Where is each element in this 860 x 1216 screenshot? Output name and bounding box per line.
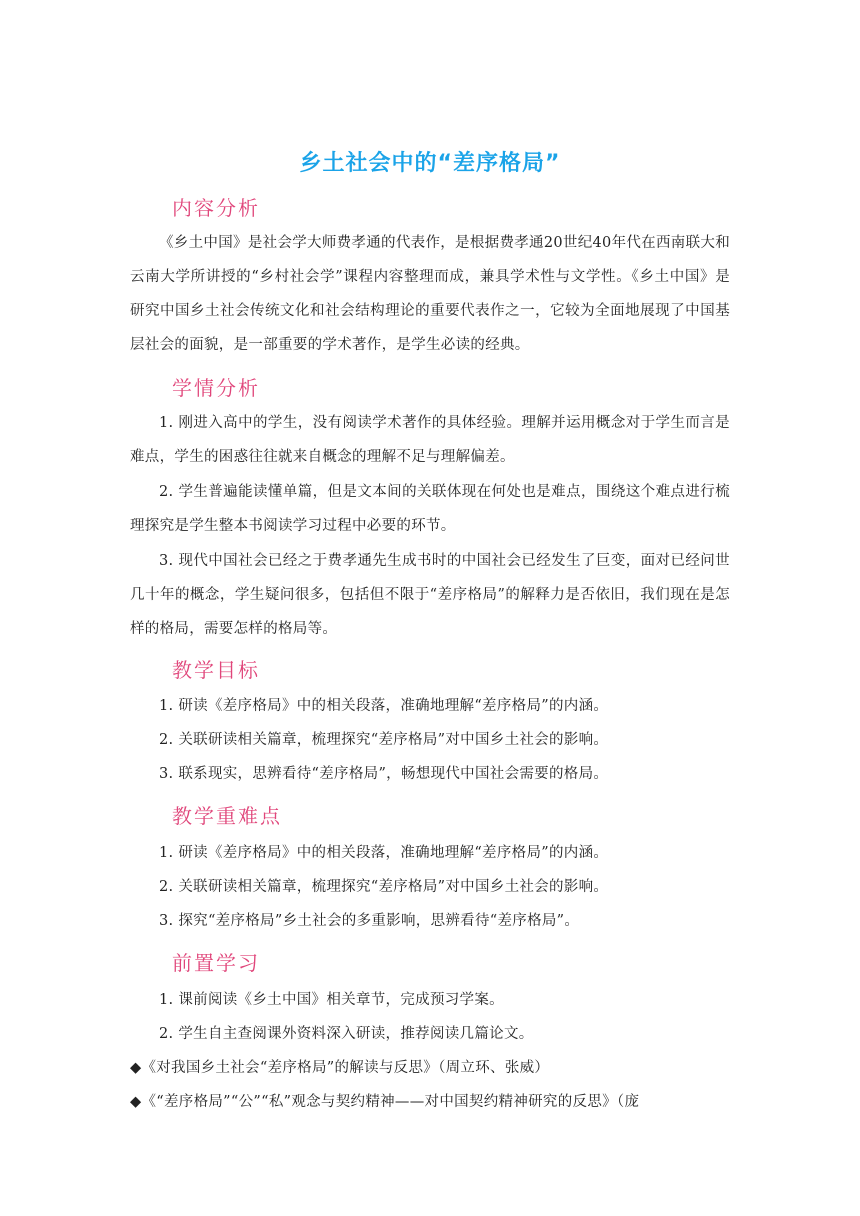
list-item: 3. 探究“差序格局”乡土社会的多重影响，思辨看待“差序格局”。: [159, 913, 580, 929]
paragraph-content-analysis: 《乡土中国》是社会学大师费孝通的代表作，是根据费孝通20世纪40年代在西南联大和云南大学所讲授的“乡村社会学”课程内容整理而成，兼具学术性与文学性。《乡土中国》是研究中国乡土社会传统文化和社会结构理论的重要代表作之一，它较为全面地展现了中国基层社会的面貌，是一部重要的学术著作，是学生必读的经典。: [130, 235, 730, 353]
paragraph-student-analysis-1: 1. 刚进入高中的学生，没有阅读学术著作的具体经验。理解并运用概念对于学生而言是难点，学生的困惑往往就来自概念的理解不足与理解偏差。: [130, 415, 730, 465]
list-item: 2. 关联研读相关篇章，梳理探究“差序格局”对中国乡土社会的影响。: [159, 879, 609, 895]
list-item: 1. 课前阅读《乡土中国》相关章节，完成预习学案。: [159, 992, 504, 1008]
section-heading-content-analysis: 内容分析: [172, 196, 260, 220]
section-heading-pre-study: 前置学习: [172, 951, 260, 975]
list-item: 1. 研读《差序格局》中的相关段落，准确地理解“差序格局”的内涵。: [159, 845, 609, 861]
paragraph-student-analysis-2: 2. 学生普遍能读懂单篇，但是文本间的关联体现在何处也是难点，围绕这个难点进行梳理探究是学生整本书阅读学习过程中必要的环节。: [130, 484, 730, 534]
list-item: 3. 联系现实，思辨看待“差序格局”，畅想现代中国社会需要的格局。: [159, 766, 609, 782]
list-item: 2. 关联研读相关篇章，梳理探究“差序格局”对中国乡土社会的影响。: [159, 732, 609, 748]
list-item: 1. 研读《差序格局》中的相关段落，准确地理解“差序格局”的内涵。: [159, 698, 609, 714]
recommended-paper-item: ◆《对我国乡土社会“差序格局”的解读与反思》（周立环、张威）: [130, 1060, 550, 1076]
section-heading-teaching-goals: 教学目标: [172, 658, 260, 682]
paragraph-student-analysis-3: 3. 现代中国社会已经之于费孝通先生成书时的中国社会已经发生了巨变，面对已经问世几十年的概念，学生疑问很多，包括但不限于“差序格局”的解释力是否依旧，我们现在是怎样的格局，需要怎样的格局等。: [130, 553, 730, 637]
document-title: 乡土社会中的“差序格局”: [299, 151, 561, 176]
recommended-paper-item: ◆《“差序格局”“公”“私”观念与契约精神——对中国契约精神研究的反思》（庞: [130, 1094, 640, 1110]
section-heading-key-points: 教学重难点: [172, 804, 282, 828]
list-item: 2. 学生自主查阅课外资料深入研读，推荐阅读几篇论文。: [159, 1026, 534, 1042]
section-heading-student-analysis: 学情分析: [172, 376, 260, 400]
